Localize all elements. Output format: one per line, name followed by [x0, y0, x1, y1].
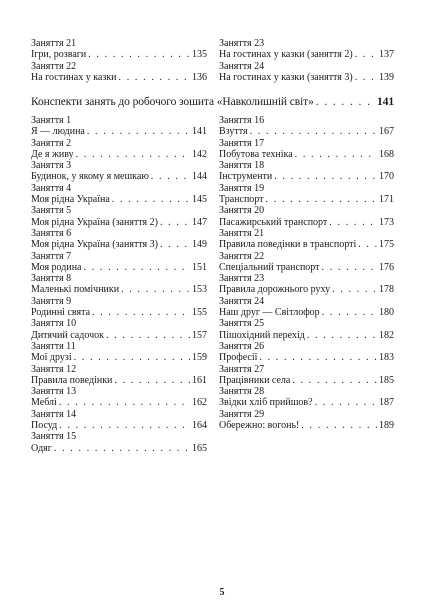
toc-entry-line [31, 149, 207, 160]
section-heading-page: 141 [377, 96, 394, 108]
toc-entry-line [219, 284, 394, 295]
toc-entry-title: Моя родина [31, 261, 82, 273]
dot-leader [121, 284, 190, 295]
toc-entry-number: Заняття 7 [31, 250, 72, 262]
toc-entry-title: Пішохідний перехід [219, 329, 305, 341]
dot-leader [250, 126, 377, 137]
toc-entry-number: Заняття 21 [31, 38, 77, 49]
toc-entry-line [219, 49, 394, 60]
dot-leader [332, 284, 377, 295]
toc-entry[interactable] [219, 341, 394, 364]
toc-entry-number: Заняття 28 [219, 386, 265, 398]
toc-entry-line [219, 171, 394, 182]
toc-entry-number: Заняття 9 [31, 295, 72, 307]
toc-entry-title: На гостинах у казки (заняття 2) [219, 49, 353, 61]
toc-entry-page: 164 [192, 420, 207, 432]
toc-entry-page: 170 [379, 171, 394, 183]
toc-entry-page: 168 [379, 148, 394, 160]
toc-entry-title: Дитячий садочок [31, 329, 104, 341]
dot-leader [301, 420, 377, 431]
toc-entry[interactable] [219, 205, 394, 228]
section-heading[interactable] [31, 96, 394, 108]
toc-entry-line [31, 330, 207, 341]
toc-entry-title: Звідки хліб прийшов? [219, 397, 313, 409]
dot-leader [160, 217, 190, 228]
toc-entry[interactable] [219, 251, 394, 274]
toc-entry-title: Наш друг — Світлофор [219, 307, 320, 319]
toc-entry-title: Маленькі помічники [31, 284, 120, 296]
toc-entry-line [219, 330, 394, 341]
toc-entry-line [219, 194, 394, 205]
toc-entry-line [31, 443, 207, 454]
toc-entry-line [31, 352, 207, 363]
toc-entry-title: Пасажирський транспорт [219, 216, 328, 228]
toc-entry-line [31, 194, 207, 205]
toc-entry-title: Одяг [31, 442, 52, 454]
toc-entry[interactable] [31, 183, 207, 206]
toc-entry[interactable] [31, 115, 207, 138]
toc-entry-line [219, 397, 394, 408]
toc-entry-number: Заняття 14 [31, 408, 77, 420]
toc-entry[interactable] [31, 364, 207, 387]
toc-entry-number: Заняття 22 [219, 250, 265, 262]
toc-entry-number: Заняття 25 [219, 318, 265, 330]
toc-entry[interactable] [31, 296, 207, 319]
toc-entry-line [31, 217, 207, 228]
toc-entry-page: 162 [192, 397, 207, 409]
toc-entry[interactable] [31, 386, 207, 409]
toc-entry-number: Заняття 11 [31, 340, 76, 352]
toc-entry[interactable] [31, 318, 207, 341]
toc-entry-page: 180 [379, 307, 394, 319]
dot-leader [274, 171, 377, 182]
dot-leader [315, 397, 377, 408]
toc-entry-page: 157 [192, 329, 207, 341]
toc-entry[interactable] [219, 228, 394, 251]
toc-entry-title: Побутова техніка [219, 148, 293, 160]
toc-entry-page: 153 [192, 284, 207, 296]
toc-entry[interactable] [31, 205, 207, 228]
toc-entry-line [219, 307, 394, 318]
toc-top-left-column [31, 38, 207, 83]
dot-leader [114, 375, 190, 386]
toc-entry-page: 141 [192, 126, 207, 138]
toc-entry-number: Заняття 27 [219, 363, 265, 375]
dot-leader [84, 262, 191, 273]
toc-entry-title: На гостинах у казки (заняття 3) [219, 71, 353, 83]
dot-leader [358, 239, 377, 250]
dot-leader [322, 262, 377, 273]
toc-entry-page: 151 [192, 261, 207, 273]
toc-entry[interactable] [219, 38, 394, 61]
toc-entry-title: Моя рідна Україна [31, 194, 110, 206]
toc-entry[interactable] [219, 409, 394, 432]
toc-entry[interactable] [31, 138, 207, 161]
toc-entry[interactable] [31, 61, 207, 84]
toc-entry-number: Заняття 4 [31, 182, 72, 194]
toc-entry-line [31, 262, 207, 273]
section-heading-title: Конспекти занять до робочого зошита «Навколишній світ» [31, 96, 314, 108]
toc-entry-page: 136 [192, 71, 207, 83]
toc-entry[interactable] [219, 160, 394, 183]
toc-entry-page: 182 [379, 329, 394, 341]
toc-entry-title: Моя рідна Україна (заняття 2) [31, 216, 158, 228]
toc-entry-number: Заняття 29 [219, 408, 265, 420]
toc-entry-page: 149 [192, 239, 207, 251]
toc-entry[interactable] [31, 160, 207, 183]
toc-entry-title: Взуття [219, 126, 248, 138]
toc-entry-page: 161 [192, 374, 207, 386]
toc-entry-number: Заняття 15 [31, 431, 77, 443]
dot-leader [292, 375, 377, 386]
toc-entry-title: Обережно: вогонь! [219, 420, 300, 432]
toc-entry-line [31, 420, 207, 431]
toc-entry-page: 137 [379, 49, 394, 61]
toc-entry[interactable] [219, 318, 394, 341]
toc-entry[interactable] [219, 386, 394, 409]
toc-entry-page: 147 [192, 216, 207, 228]
page-number: 5 [219, 587, 225, 598]
toc-entry-line [219, 375, 394, 386]
toc-entry-line [219, 217, 394, 228]
toc-entry-line [31, 239, 207, 250]
toc-top-right-column [219, 38, 394, 83]
toc-entry-line [31, 171, 207, 182]
toc-main-left-column [31, 115, 207, 454]
toc-entry-page: 145 [192, 194, 207, 206]
toc-entry[interactable] [219, 138, 394, 161]
toc-entry-title: Де я живу [31, 148, 74, 160]
toc-entry-title: Моя рідна Україна (заняття 3) [31, 239, 158, 251]
toc-entry[interactable] [31, 341, 207, 364]
toc-entry[interactable] [31, 409, 207, 432]
toc-entry[interactable] [219, 115, 394, 138]
toc-entry-number: Заняття 8 [31, 273, 72, 285]
toc-entry-page: 144 [192, 171, 207, 183]
toc-entry-title: Родинні свята [31, 307, 91, 319]
toc-entry-title: Транспорт [219, 194, 264, 206]
dot-leader [87, 126, 190, 137]
toc-entry-line [31, 284, 207, 295]
toc-entry-title: Професії [219, 352, 258, 364]
dot-leader [259, 352, 377, 363]
toc-entry-line [31, 72, 207, 83]
dot-leader [316, 96, 375, 108]
toc-entry-number: Заняття 21 [219, 227, 265, 239]
dot-leader [112, 194, 190, 205]
dot-leader [266, 194, 377, 205]
dot-leader [76, 149, 190, 160]
toc-entry-number: Заняття 19 [219, 182, 265, 194]
toc-entry-number: Заняття 23 [219, 38, 265, 49]
toc-entry-page: 173 [379, 216, 394, 228]
toc-entry-line [31, 307, 207, 318]
dot-leader [329, 217, 377, 228]
toc-entry-title: Правила поведінки [31, 374, 113, 386]
toc-entry-page: 165 [192, 442, 207, 454]
toc-entry-title: Інструменти [219, 171, 273, 183]
toc-entry[interactable] [219, 61, 394, 84]
toc-entry-number: Заняття 17 [219, 137, 265, 149]
toc-entry-line [219, 72, 394, 83]
dot-leader [295, 149, 377, 160]
dot-leader [92, 307, 190, 318]
toc-entry[interactable] [219, 273, 394, 296]
dot-leader [59, 397, 190, 408]
dot-leader [106, 330, 190, 341]
toc-entry-number: Заняття 23 [219, 273, 265, 285]
dot-leader [74, 352, 190, 363]
toc-entry[interactable] [31, 273, 207, 296]
toc-entry-number: Заняття 24 [219, 295, 265, 307]
toc-entry-number: Заняття 18 [219, 160, 265, 172]
toc-entry-page: 189 [379, 420, 394, 432]
toc-entry[interactable] [31, 431, 207, 454]
toc-entry[interactable] [219, 183, 394, 206]
toc-entry-title: Спеціальний транспорт [219, 261, 320, 273]
toc-entry-number: Заняття 3 [31, 160, 72, 172]
toc-entry-page: 185 [379, 374, 394, 386]
dot-leader [151, 171, 190, 182]
toc-entry-line [31, 49, 207, 60]
toc-entry-number: Заняття 10 [31, 318, 77, 330]
toc-entry-line [31, 375, 207, 386]
toc-entry-number: Заняття 12 [31, 363, 77, 375]
toc-entry-number: Заняття 20 [219, 205, 265, 217]
toc-entry-title: Я — людина [31, 126, 85, 138]
toc-entry-page: 167 [379, 126, 394, 138]
dot-leader [355, 72, 377, 83]
toc-entry-page: 139 [379, 71, 394, 83]
toc-entry-title: Правила дорожнього руху [219, 284, 331, 296]
toc-entry[interactable] [31, 251, 207, 274]
toc-entry-line [219, 149, 394, 160]
toc-entry-title: Ігри, розваги [31, 49, 87, 61]
toc-entry-title: Меблі [31, 397, 57, 409]
toc-entry-page: 176 [379, 261, 394, 273]
toc-entry[interactable] [219, 364, 394, 387]
toc-entry-line [219, 239, 394, 250]
dot-leader [160, 239, 190, 250]
toc-entry-line [219, 420, 394, 431]
toc-entry-number: Заняття 1 [31, 115, 72, 126]
toc-entry-page: 175 [379, 239, 394, 251]
dot-leader [119, 72, 190, 83]
toc-entry-number: Заняття 6 [31, 227, 72, 239]
dot-leader [307, 330, 377, 341]
dot-leader [54, 443, 190, 454]
toc-entry-line [219, 126, 394, 137]
toc-entry-line [219, 352, 394, 363]
toc-main-right-column [219, 115, 394, 431]
dot-leader [355, 49, 377, 60]
toc-entry-title: Посуд [31, 420, 58, 432]
toc-entry-page: 142 [192, 148, 207, 160]
dot-leader [322, 307, 377, 318]
toc-entry-number: Заняття 16 [219, 115, 265, 126]
toc-entry-page: 155 [192, 307, 207, 319]
toc-entry[interactable] [31, 228, 207, 251]
toc-entry-page: 178 [379, 284, 394, 296]
toc-entry-page: 159 [192, 352, 207, 364]
dot-leader [59, 420, 190, 431]
toc-entry-line [219, 262, 394, 273]
toc-entry-line [31, 397, 207, 408]
toc-entry-page: 187 [379, 397, 394, 409]
toc-entry-line [31, 126, 207, 137]
toc-entry-title: На гостинах у казки [31, 71, 117, 83]
toc-entry-title: Будинок, у якому я мешкаю [31, 171, 149, 183]
toc-entry-page: 135 [192, 49, 207, 61]
toc-entry-number: Заняття 26 [219, 340, 265, 352]
toc-entry-number: Заняття 22 [31, 60, 77, 72]
toc-entry-number: Заняття 2 [31, 137, 72, 149]
toc-entry[interactable] [219, 296, 394, 319]
toc-entry-page: 183 [379, 352, 394, 364]
toc-entry-title: Працівники села [219, 374, 291, 386]
toc-entry-title: Мої друзі [31, 352, 72, 364]
toc-entry[interactable] [31, 38, 207, 61]
toc-entry-number: Заняття 5 [31, 205, 72, 217]
toc-entry-number: Заняття 13 [31, 386, 77, 398]
toc-entry-number: Заняття 24 [219, 60, 265, 72]
toc-entry-title: Правила поведінки в транспорті [219, 239, 357, 251]
toc-entry-page: 171 [379, 194, 394, 206]
dot-leader [88, 49, 190, 60]
